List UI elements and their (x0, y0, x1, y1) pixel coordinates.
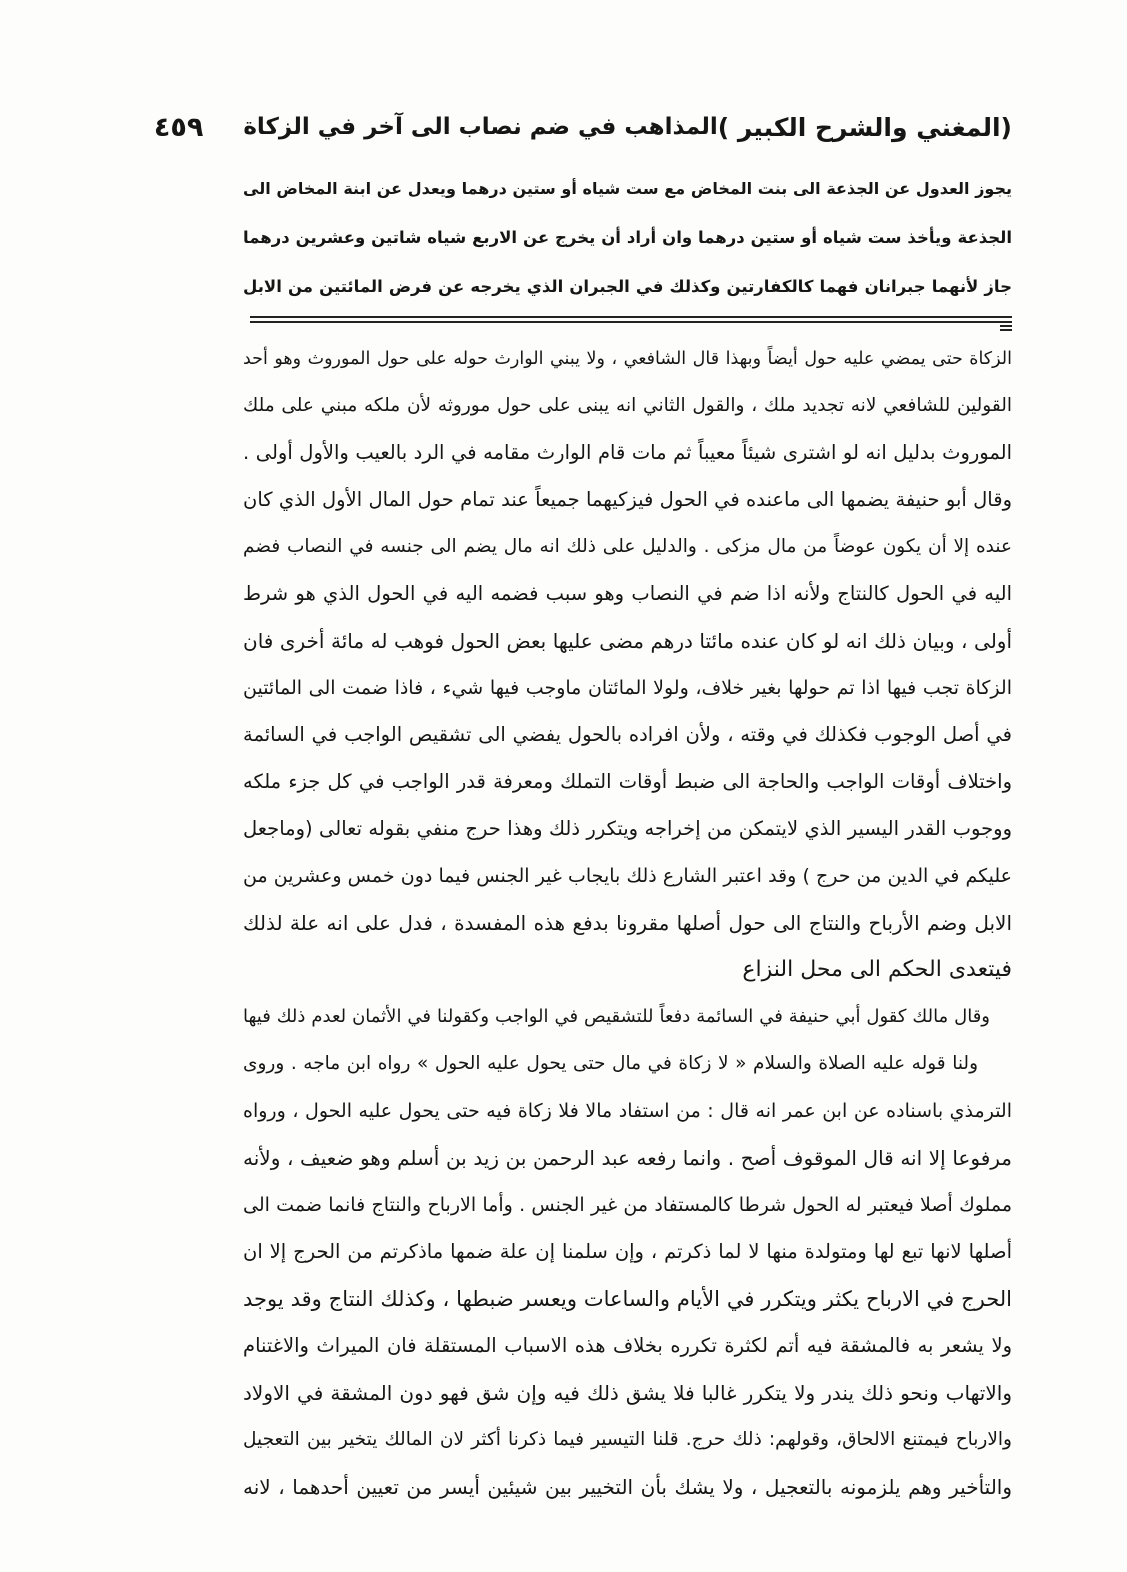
sharh-line-text: والاتهاب ونحو ذلك يندر ولا يتكرر غالبا فلا يشق ذلك فيه وإن شق فهو دون المشقة في الاولاد (243, 1380, 1012, 1405)
sharh-line (243, 1322, 1012, 1369)
sharh-line-text: وقال مالك كقول أبي حنيفة في السائمة دفعاً للتشقيص في الواجب وكقولنا في الأثمان لعدم ذلك فيها (243, 1006, 990, 1027)
sharh-line (243, 1134, 1012, 1181)
matn-line-text: جاز لأنهما جبرانان فهما كالكفارتين وكذلك في الجبران الذي يخرجه عن فرض المائتين من الابل (243, 277, 1012, 296)
sharh-line-text: الزكاة حتى يمضي عليه حول أيضاً وبهذا قال الشافعي ، ولا يبني الوارث حوله على حول الموروث وهو أحد (243, 348, 1012, 369)
sharh-line (243, 664, 1012, 711)
sharh-line-text: عليكم في الدين من حرج ) وقد اعتبر الشارع ذلك بايجاب غير الجنس فيما دون خمس وعشرين من (243, 864, 1012, 887)
matn-line (243, 213, 1012, 262)
sharh-line (243, 617, 1012, 664)
sharh-line (243, 899, 1012, 946)
sharh-line-text: اليه في الحول كالنتاج ولأنه اذا ضم في النصاب وهو سبب فضمه اليه في الحول الذي هو شرط (243, 582, 1012, 605)
sharh-line (243, 805, 1012, 852)
sharh-line (243, 382, 1012, 429)
sharh-line-text: ولا يشعر به فالمشقة فيه أتم لكثرة تكرره بخلاف هذه الاسباب المستقلة فان الميراث والاغتنام (243, 1334, 1012, 1357)
sharh-line (243, 758, 1012, 805)
sharh-line-text: أصلها لانها تبع لها ومتولدة منها لا لما ذكرتم ، وإن سلمنا إن علة ضمها ماذكرتم من الحرج إلا ان (243, 1240, 1012, 1263)
book-title: (المغني والشرح الكبير ) (717, 112, 1012, 142)
sharh-line (243, 523, 1012, 570)
sharh-line (243, 1040, 1012, 1087)
sharh-line (243, 1181, 1012, 1228)
sharh-line-text: الحرج في الارباح يكثر ويتكرر في الأيام والساعات ويعسر ضبطها ، وكذلك النتاج وقد يوجد (243, 1286, 1012, 1311)
separator-mark (1000, 324, 1012, 332)
sharh-block (243, 335, 1012, 1510)
section-title: المذاهب في ضم نصاب الى آخر في الزكاة (243, 114, 718, 140)
sharh-line (243, 852, 1012, 899)
sharh-line-text: الترمذي باسناده عن ابن عمر انه قال : من استفاد مالا فلا زكاة فيه حتى يحول عليه الحول ، ورواه (243, 1099, 1012, 1122)
sharh-line-text: والتأخير وهم يلزمونه بالتعجيل ، ولا يشك بأن التخيير بين شيئين أيسر من تعيين أحدهما ، لانه (243, 1474, 1012, 1499)
sharh-line (243, 570, 1012, 617)
matn-line (243, 164, 1012, 213)
sharh-line (243, 1416, 1012, 1463)
sharh-line (243, 1228, 1012, 1275)
sharh-line-text: القولين للشافعي لانه تجديد ملك ، والقول الثاني انه يبنى على حول موروثه لأن ملكه مبني على ملك (243, 395, 1012, 416)
sharh-line-text: مرفوعا إلا انه قال الموقوف أصح . وانما رفعه عبد الرحمن بن زيد بن أسلم وهو ضعيف ، ولأنه (243, 1145, 1012, 1170)
running-header (153, 104, 1012, 150)
sharh-line-text: أولى ، وبيان ذلك انه لو كان عنده مائتا درهم مضى عليها بعض الحول فوهب له مائة أخرى فان (243, 628, 1012, 653)
matn-line-text: يجوز العدول عن الجذعة الى بنت المخاض مع ست شياه أو ستين درهما ويعدل عن ابنة المخاض الى (243, 179, 1012, 198)
sharh-line-text: وقال أبو حنيفة يضمها الى ماعنده في الحول فيزكيهما جميعاً عند تمام حول المال الأول الذي كان (243, 488, 1012, 511)
matn-line (243, 262, 1012, 311)
sharh-line (243, 1087, 1012, 1134)
sharh-line-text: ولنا قوله عليه الصلاة والسلام « لا زكاة في مال حتى يحول عليه الحول » رواه ابن ماجه . وروى (243, 1053, 978, 1074)
sharh-line-text: والارباح فيمتنع الالحاق، وقولهم: ذلك حرج. قلنا التيسير فيما ذكرنا أكثر لان المالك يتخير بين التعجيل (243, 1429, 1012, 1450)
page-number: ٤٥٩ (153, 111, 204, 143)
sharh-line-text: ووجوب القدر اليسير الذي لايتمكن من إخراجه ويتكرر ذلك وهذا حرج منفي بقوله تعالى (وماجعل (243, 817, 1012, 840)
separator-rule (250, 321, 1012, 323)
sharh-line-text: عنده إلا أن يكون عوضاً من مال مزكى . والدليل على ذلك انه مال يضم الى جنسه في النصاب فضم (243, 536, 1012, 557)
sharh-line-text: مملوك أصلا فيعتبر له الحول شرطا كالمستفاد من غير الجنس . وأما الارباح والنتاج فانما ضمت الى (243, 1193, 1012, 1216)
matn-block (243, 164, 1012, 311)
sharh-line (243, 1463, 1012, 1510)
sharh-line (243, 429, 1012, 476)
sharh-line-text: فيتعدى الحكم الى محل النزاع (742, 957, 1012, 982)
sharh-line-text: في أصل الوجوب فكذلك في وقته ، ولأن افراده بالحول يفضي الى تشقيص الواجب في السائمة (243, 723, 1012, 746)
sharh-line-text: الابل وضم الأرباح والنتاج الى حول أصلها مقرونا بدفع هذه المفسدة ، فدل على انه علة لذلك (243, 910, 1012, 935)
sharh-line (243, 335, 1012, 382)
matn-line-text: الجذعة ويأخذ ست شياه أو ستين درهما وان أراد أن يخرج عن الاربع شياه شاتين وعشرين درهما (243, 228, 1012, 247)
sharh-line-text: الموروث بدليل انه لو اشترى شيئاً معيباً ثم مات قام الوارث مقامه في الرد بالعيب والأول أولى . (243, 441, 1012, 464)
sharh-line (243, 1369, 1012, 1416)
sharh-line-text: واختلاف أوقات الواجب والحاجة الى ضبط أوقات التملك ومعرفة قدر الواجب في كل جزء ملكه (243, 770, 1012, 793)
separator-rule (250, 316, 1012, 318)
sharh-line-text: الزكاة تجب فيها اذا تم حولها بغير خلاف، ولولا المائتان ماوجب فيها شيء ، فاذا ضمت الى المائتين (243, 676, 1012, 699)
sharh-line (243, 711, 1012, 758)
sharh-line (243, 476, 1012, 523)
sharh-line (243, 993, 1012, 1040)
section-separator (250, 314, 1012, 324)
sharh-line (243, 1275, 1012, 1322)
sharh-line (243, 946, 1012, 993)
